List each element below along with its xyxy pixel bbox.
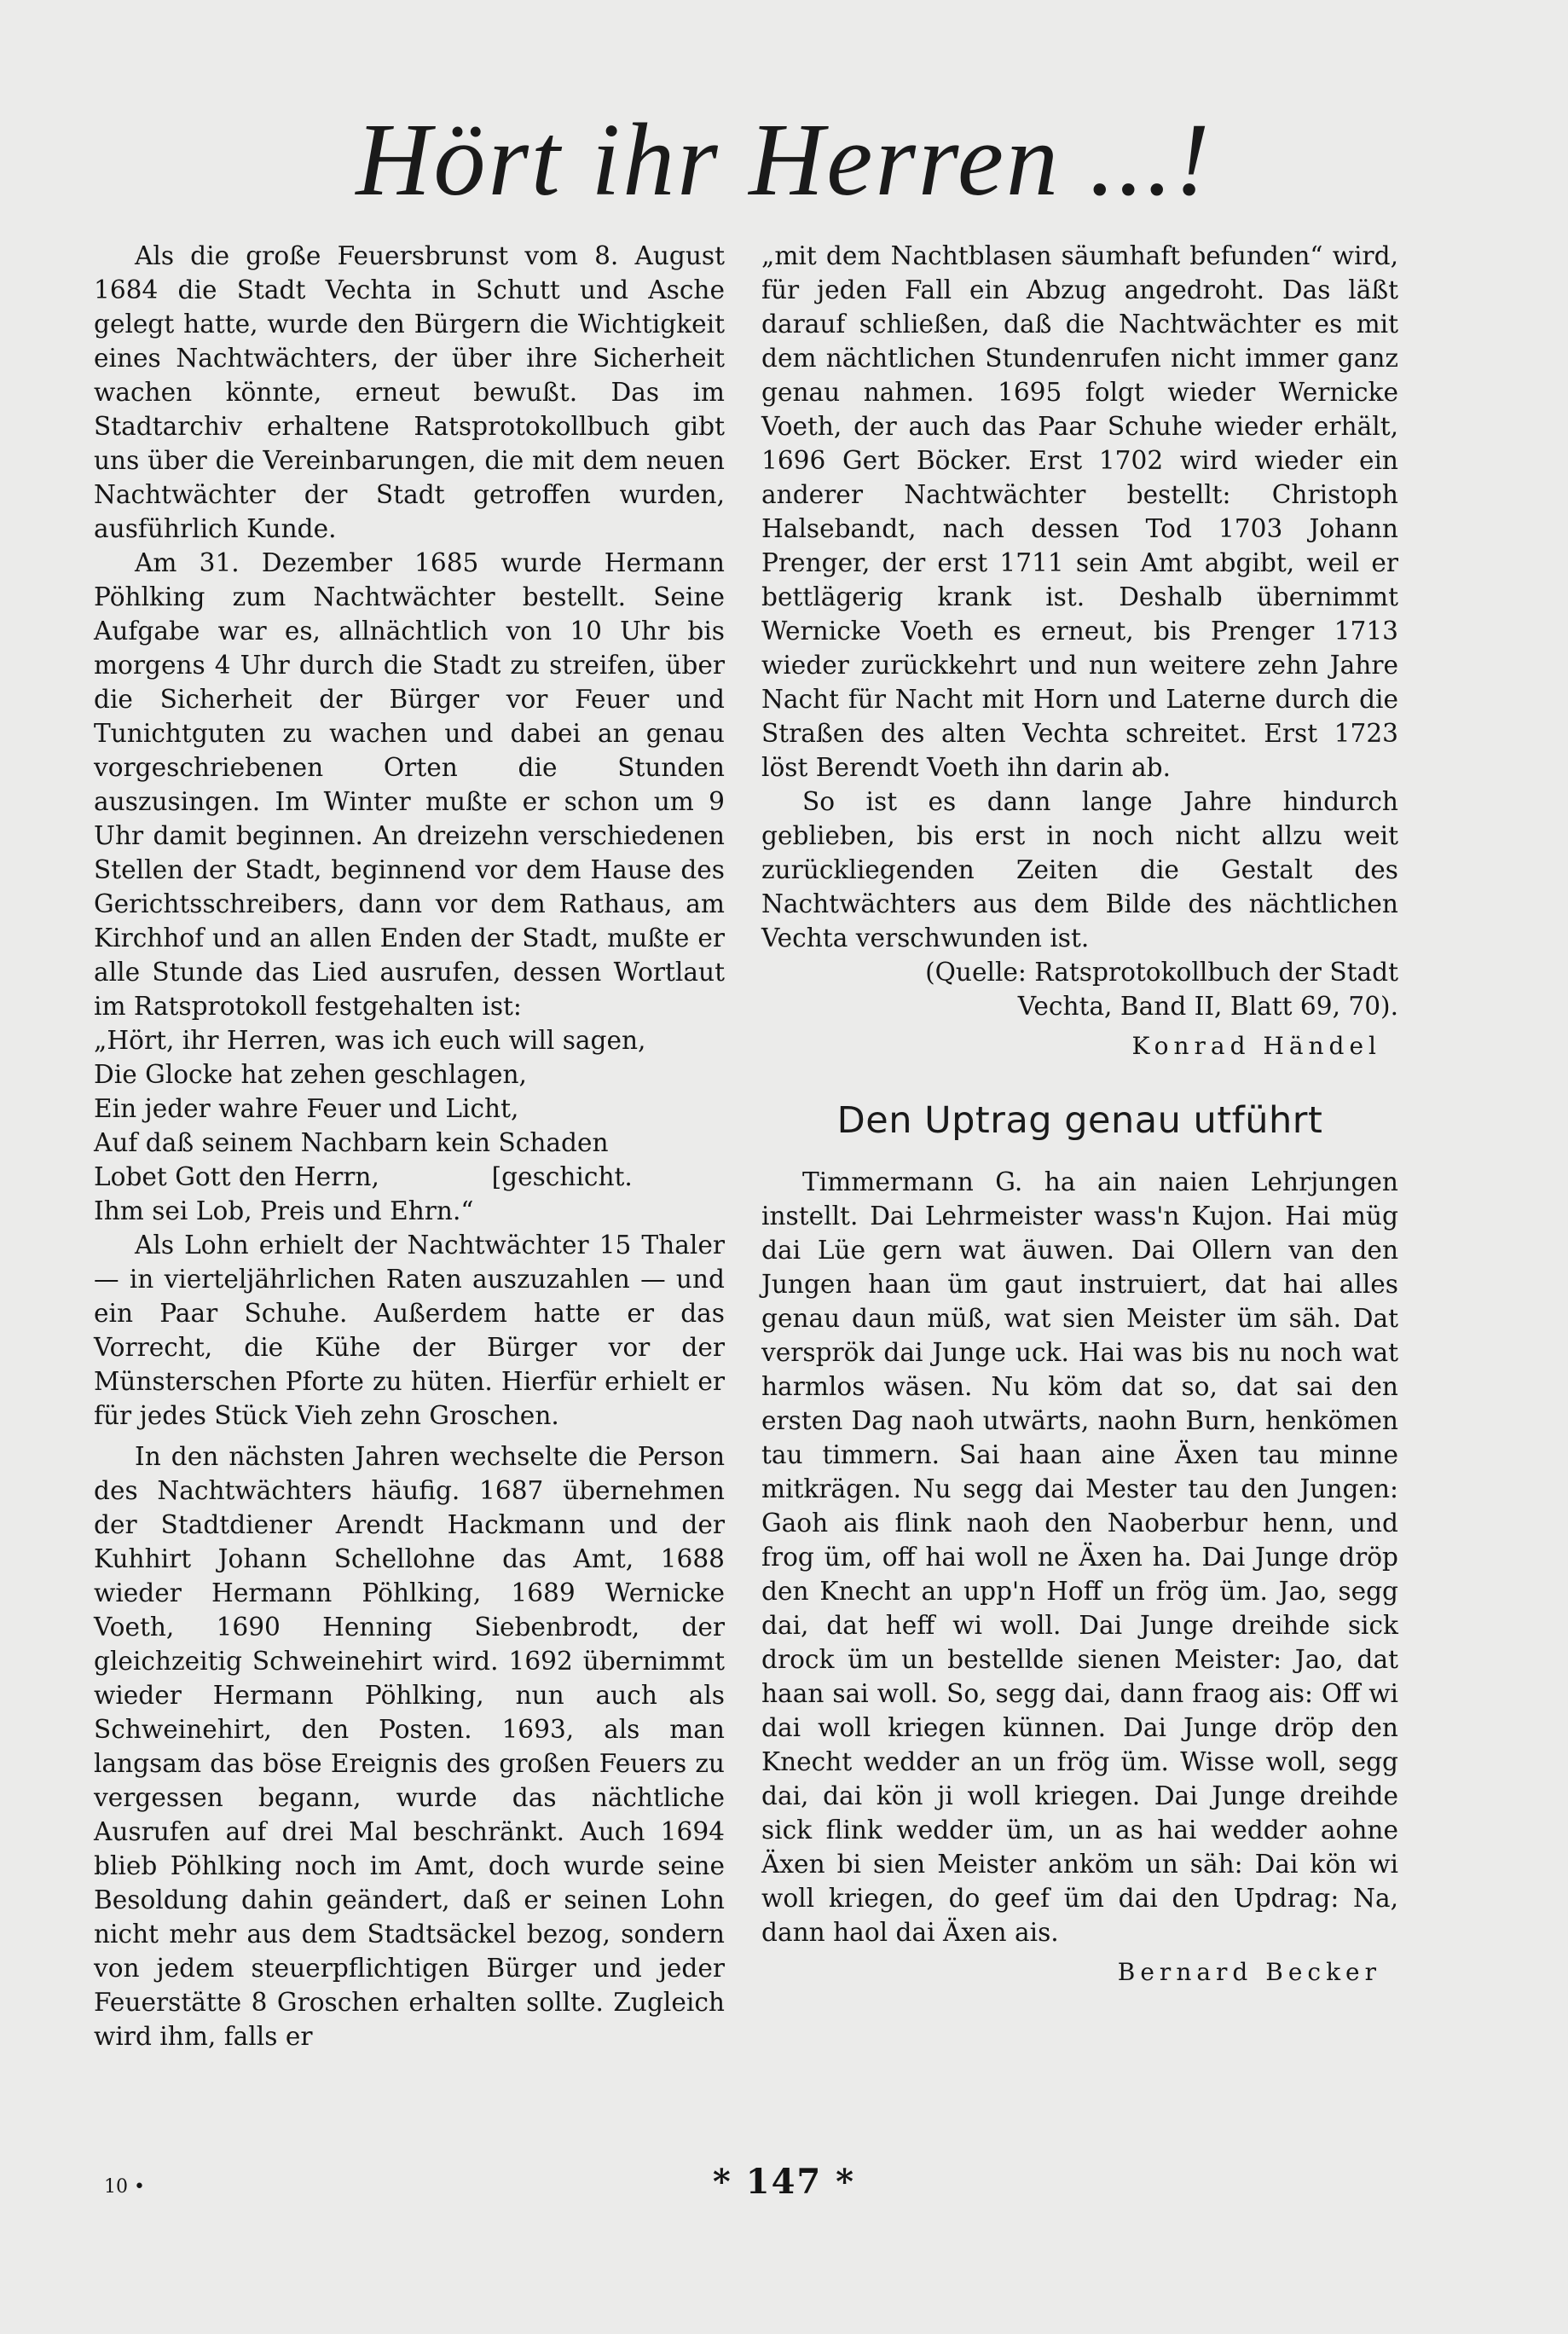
author-byline: Konrad Händel [1131, 1032, 1381, 1060]
right-column [761, 239, 1398, 1990]
signature-mark: 10 • [104, 2176, 145, 2198]
paragraph: So ist es dann lange Jahre hindurch geblieben, bis erst in noch nicht allzu weit zurückliegenden Zeiten die Gestalt des Nachtwächters aus dem Bilde des nächtlichen Vechta verschwunden ist. [761, 787, 1398, 953]
night-watchman-song [94, 1023, 725, 1228]
paragraph: Als Lohn erhielt der Nachtwächter 15 Thaler — in vierteljährlichen Raten auszuzahlen — und ein Paar Schuhe. Außerdem hatte er das Vorrecht, die Kühe der Bürger vor der Münsterschen Pforte zu hüten. Hierfür erhielt er für jedes Stück Vieh zehn Groschen. [94, 1231, 725, 1430]
poem-line: Ihm sei Lob, Preis und Ehrn.“ [94, 1196, 474, 1225]
section-heading: Den Uptrag genau utführt [836, 1099, 1323, 1142]
paragraph: In den nächsten Jahren wechselte die Person des Nachtwächters häufig. 1687 übernehmen der Stadtdiener Arendt Hackmann und der Kuhhirt Johann Schellohne das Amt, 1688 wieder Hermann Pöhlking, 1689 Wernicke Voeth, 1690 Henning Siebenbrodt, der gleichzeitig Schweinehirt wird. 1692 übernimmt wieder Hermann Pöhlking, nun auch als Schweinehirt, den Posten. 1693, als man langsam das böse Ereignis des großen Feuers zu vergessen begann, wurde das nächtliche Ausrufen auf drei Mal beschränkt. Auch 1694 blieb Pöhlking noch im Amt, doch wurde seine Besoldung dahin geändert, daß er seinen Lohn nicht mehr aus dem Stadtsäckel bezog, sondern von jedem steuerpflichtigen Bürger und jeder Feuerstätte 8 Groschen erhalten sollte. Zugleich wird ihm, falls er [94, 1442, 725, 2051]
poem-line: „Hört, ihr Herren, was ich euch will sagen, [94, 1026, 646, 1055]
paragraph: Am 31. Dezember 1685 wurde Hermann Pöhlking zum Nachtwächter bestellt. Seine Aufgabe war es, allnächtlich von 10 Uhr bis morgens 4 Uhr durch die Stadt zu streifen, über die Sicherheit der Bürger vor Feuer und Tunichtguten zu wachen und dabei an genau vorgeschriebenen Orten die Stunden auszusingen. Im Winter mußte er schon um 9 Uhr damit beginnen. An dreizehn verschiedenen Stellen der Stadt, beginnend vor dem Hause des Gerichtsschreibers, dann vor dem Rathaus, am Kirchhof und an allen Enden der Stadt, mußte er alle Stunde das Lied ausrufen, dessen Wortlaut im Ratsprotokoll festgehalten ist: [94, 548, 725, 1021]
paragraph: Als die große Feuersbrunst vom 8. August 1684 die Stadt Vechta in Schutt und Asche gelegt hatte, wurde den Bürgern die Wichtigkeit eines Nachtwächters, der über ihre Sicherheit wachen könnte, erneut bewußt. Das im Stadtarchiv erhaltene Ratsprotokollbuch gibt uns über die Vereinbarungen, die mit dem neuen Nachtwächter der Stadt getroffen wurden, ausführlich Kunde. [94, 241, 725, 543]
author-byline: Bernard Becker [1117, 1958, 1381, 1986]
paragraph: „mit dem Nachtblasen säumhaft befunden“ wird, für jeden Fall ein Abzug angedroht. Das läßt darauf schließen, daß die Nachtwächter es mit dem nächtlichen Stundenrufen nicht immer ganz genau nahmen. 1695 folgt wieder Wernicke Voeth, der auch das Paar Schuhe wieder erhält, 1696 Gert Böcker. Erst 1702 wird wieder ein anderer Nachtwächter bestellt: Christoph Halsebandt, nach dessen Tod 1703 Johann Prenger, der erst 1711 sein Amt abgibt, weil er bettlägerig krank ist. Deshalb übernimmt Wernicke Voeth es erneut, bis Prenger 1713 wieder zurückkehrt und nun weitere zehn Jahre Nacht für Nacht mit Horn und Laterne durch die Straßen des alten Vechta schreitet. Erst 1723 löst Berendt Voeth ihn darin ab. [761, 241, 1398, 782]
page-title: Hört ihr Herren ...! [356, 102, 1212, 217]
page-number: * 147 * [712, 2162, 856, 2202]
left-column [94, 239, 725, 2053]
source-citation: (Quelle: Ratsprotokollbuch der Stadt Vechta, Band II, Blatt 69, 70). [925, 958, 1398, 1021]
poem-line: Die Glocke hat zehen geschlagen, [94, 1060, 527, 1089]
poem-line: Lobet Gott den Herrn, [geschicht. [94, 1162, 633, 1191]
poem-line: Ein jeder wahre Feuer und Licht, [94, 1094, 519, 1123]
paragraph: Timmermann G. ha ain naien Lehrjungen instellt. Dai Lehrmeister wass'n Kujon. Hai müg dai Lüe gern wat äuwen. Dai Ollern van den Jungen haan üm gaut instruiert, dat hai alles genau daun müß, wat sien Meister üm säh. Dat versprök dai Junge uck. Hai was bis nu noch wat harmlos wäsen. Nu köm dat so, dat sai den ersten Dag naoh utwärts, naohn Burn, henkömen tau timmern. Sai haan aine Äxen tau minne mitkrägen. Nu segg dai Mester tau den Jungen: Gaoh ais flink naoh den Naoberbur henn, und frog üm, off hai woll ne Äxen ha. Dai Junge dröp den Knecht an upp'n Hoff un frög üm. Jao, segg dai, dat heff wi woll. Dai Junge dreihde sick drock üm un bestellde sienen Meister: Jao, dat haan sai woll. So, segg dai, dann fraog ais: Off wi dai woll kriegen künnen. Dai Junge dröp den Knecht wedder an un frög üm. Wisse woll, segg dai, dai kön ji woll kriegen. Dai Junge dreihde sick flink wedder üm, un as hai wedder aohne Äxen bi sien Meister anköm un säh: Dai kön wi woll kriegen, do geef üm dai den Updrag: Na, dann haol dai Äxen ais. [761, 1167, 1398, 1947]
poem-line: Auf daß seinem Nachbarn kein Schaden [94, 1128, 609, 1157]
